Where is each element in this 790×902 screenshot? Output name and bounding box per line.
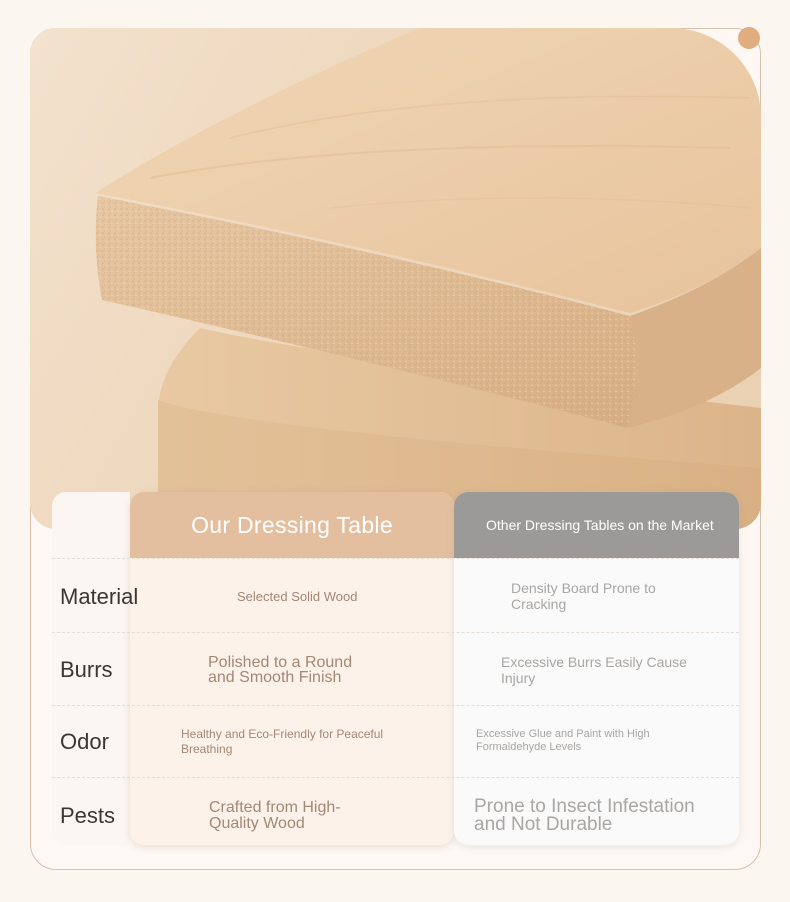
row-divider <box>52 558 739 559</box>
other-material-text: Density Board Prone to Cracking <box>511 580 656 612</box>
row-label-material: Material <box>60 584 139 609</box>
our-odor-value <box>181 724 421 760</box>
other-burrs-text: Excessive Burrs Easily Cause Injury <box>501 654 687 686</box>
row-label-odor: Odor <box>60 729 109 754</box>
our-odor-text: Healthy and Eco-Friendly for Peaceful Breathing <box>181 727 384 756</box>
our-material-text: Selected Solid Wood <box>237 588 358 604</box>
other-products-header-text: Other Dressing Tables on the Market <box>486 516 714 533</box>
other-odor-value <box>476 724 681 758</box>
our-product-header: Our Dressing Table <box>130 492 454 558</box>
our-burrs-value <box>208 650 383 690</box>
our-pests-text: Crafted from High-Quality Wood <box>209 799 341 832</box>
row-divider <box>52 777 739 778</box>
our-material-value <box>237 579 377 613</box>
row-divider <box>52 705 739 706</box>
comparison-table <box>52 492 739 845</box>
other-material-value <box>511 576 701 616</box>
other-pests-value <box>474 794 724 838</box>
other-pests-text: Prone to Insect Infestation and Not Durable <box>474 796 695 835</box>
row-label-pests: Pests <box>60 803 116 828</box>
wood-board-photo <box>30 28 761 529</box>
row-divider <box>52 632 739 633</box>
other-products-header <box>454 492 739 558</box>
row-label-burrs: Burrs <box>60 657 113 682</box>
our-pests-value <box>209 796 369 836</box>
other-burrs-value <box>501 650 691 690</box>
other-odor-text: Excessive Glue and Paint with High Formaldehyde Levels <box>476 728 650 753</box>
our-burrs-text: Polished to a Round and Smooth Finish <box>208 654 353 686</box>
